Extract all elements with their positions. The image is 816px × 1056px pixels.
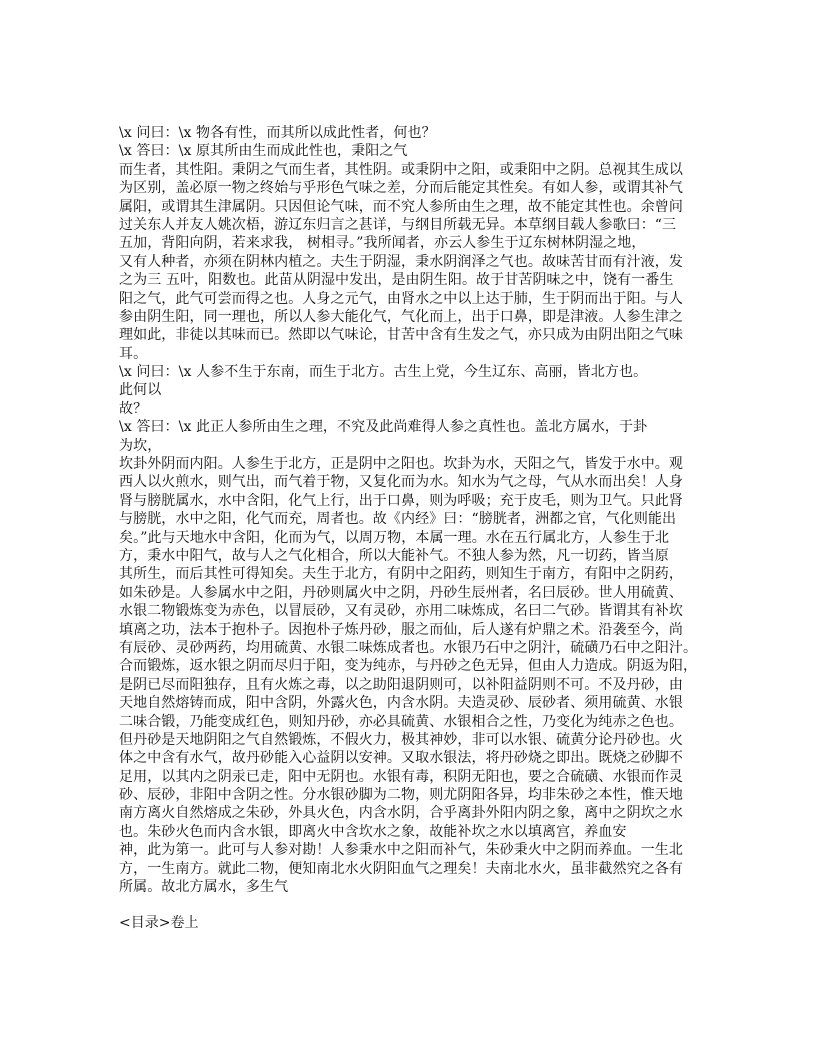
text-line: \x 答曰：\x 此正人参所由生之理，不究及此尚难得人参之真性也。盖北方属水，于卦 [119,419,648,436]
toc-link[interactable]: <目录>卷上 [119,915,199,931]
text-line: 过关东人并友人姚次梧，游辽东归言之甚详，与纲目所载无异。本草纲目载人参歌曰：“三 [119,216,677,233]
text-line: \x 问曰：\x 人参不生于东南，而生于北方。古生上党，今生辽东、高丽，皆北方也。 [119,364,648,381]
text-line: \x 问曰：\x 物各有性，而其所以成此性者，何也？ [119,125,436,141]
text-line: 理如此，非徒以其味而已。然即以气味论，甘苦中含有生发之气，亦只成为由阴出阳之气味 [119,327,683,344]
text-line: 有辰砂、灵砂两药，均用硫黄、水银二味炼成者也。水银乃石中之阴汁，硫磺乃石中之阳汁。 [119,639,698,656]
text-line: 其所生，而后其性可得知矣。夫生于北方，有阴中之阳药，则知生于南方，有阳中之阴药， [119,566,683,583]
text-line: 参由阴生阳，同一理也，所以人参大能化气，气化而上，出于口鼻，即是津液。人参生津之 [119,308,683,325]
text-line: 与膀胱，水中之阳，化气而充，周者也。故《内经》曰：“膀胱者，洲都之官，气化则能出 [119,511,677,528]
text-line: 此何以 [119,382,162,399]
text-line: 二味合锻，乃能变成红色，则知丹砂，亦必具硫黄、水银相合之性，乃变化为纯赤之色也。 [119,713,683,730]
text-line: 阳之气，此气可尝而得之也。人身之元气，由肾水之中以上达于肺，生于阴而出于阳。与人 [119,290,683,307]
text-line: 南方离火自然熔成之朱砂，外具火色，内含水阴，合乎离卦外阳内阴之象，离中之阴坎之水 [119,805,683,822]
text-line: 属阳，或谓其生津属阴。只因但论气味，而不究人参所由生之理，故不能定其性也。余曾问 [119,198,683,215]
text-line: 神，此为第一。此可与人参对勘！人参秉水中之阳而补气，朱砂秉火中之阴而养血。一生北 [119,842,683,859]
text-line: 为区别，盖必原一物之终始与乎形色气味之差，分而后能定其性矣。有如人参，或谓其补气 [119,180,683,197]
text-line: 天地自然熔铸而成，阳中含阴，外露火色，内含水阴。夫造灵砂、辰砂者、须用硫黄、水银 [119,695,683,712]
text-line: 五加，背阳向阴，若来求我， 树相寻。”我所闻者，亦云人参生于辽东树林阴湿之地， [119,235,646,252]
document-body [119,124,719,896]
text-line: 水银二物锻炼变为赤色，以冒辰砂，又有灵砂，亦用二味炼成，名曰二气砂。皆谓其有补坎 [119,603,683,620]
text-line: 体之中含有水气，故丹砂能入心益阴以安神。又取水银法，将丹砂烧之即出。既烧之砂脚不 [119,750,683,767]
text-line: 耳。 [119,345,148,362]
text-line: 方，秉水中阳气，故与人之气化相合，所以大能补气。不独人参为然，凡一切药，皆当原 [119,547,669,564]
text-line: 为坎， [119,437,162,454]
text-line: 也。朱砂火色而内含水银，即离火中含坎水之象，故能补坎之水以填离宫，养血安 [119,823,627,840]
text-line: 之为三 五叶，阳数也。此苗从阴湿中发出，是由阴生阳。故于甘苦阴味之中，饶有一番生 [119,272,674,289]
text-line: 但丹砂是天地阴阳之气自然锻炼，不假火力，极其神妙，非可以水银、硫黄分论丹砂也。火 [119,731,683,748]
text-line: 坎卦外阴而内阳。人参生于北方，正是阴中之阳也。坎卦为水，天阳之气，皆发于水中。观 [119,456,683,473]
text-line: \x 答曰：\x 原其所由生而成此性也，秉阳之气 [119,143,408,160]
text-line: 砂、辰砂，非阳中含阴之性。分水银砂脚为二物，则尤阴阳各异，均非朱砂之本性，惟天地 [119,787,683,804]
text-line: 足用，以其内之阴汞已走，阳中无阴也。水银有毒，积阴无阳也，要之合硫磺、水银而作灵 [119,768,683,785]
text-line: 方，一生南方。就此二物，便知南北水火阴阳血气之理矣！夫南北水火，虽非截然究之各有 [119,860,683,877]
text-line: 又有人种者，亦须在阴林内植之。夫生于阴湿，秉水阴润泽之气也。故味苦甘而有汁液，发 [119,253,683,270]
text-line: 矣。”此与天地水中含阳，化而为气，以周万物，本属一理。水在五行属北方，人参生于北 [119,529,670,546]
text-line: 故？ [119,400,148,417]
text-line: 填离之功，法本于抱朴子。因抱朴子炼丹砂，服之而仙，后人遂有炉鼎之术。沿袭至今，尚 [119,621,683,638]
text-line: 如朱砂是。人参属水中之阳，丹砂则属火中之阴，丹砂生辰州者，名曰辰砂。世人用硫黄、 [119,584,683,601]
text-line: 是阴已尽而阳独存，且有火炼之毒，以之助阳退阴则可，以补阳益阴则不可。不及丹砂，由 [119,676,683,693]
text-line: 西人以火煎水，则气出，而气着于物，又复化而为水。知水为气之母，气从水而出矣！人身 [119,474,683,491]
text-line: 合而锻炼，返水银之阴而尽归于阳，变为纯赤，与丹砂之色无异，但由人力造成。阴返为阳， [119,658,698,675]
text-line: 肾与膀胱属水，水中含阳，化气上行，出于口鼻，则为呼吸；充于皮毛，则为卫气。只此肾 [119,492,683,509]
text-line: 所属。故北方属水，多生气 [119,879,289,896]
text-line: 而生者，其性阳。秉阴之气而生者，其性阴。或秉阴中之阳，或秉阳中之阴。总视其生成以 [119,161,683,178]
